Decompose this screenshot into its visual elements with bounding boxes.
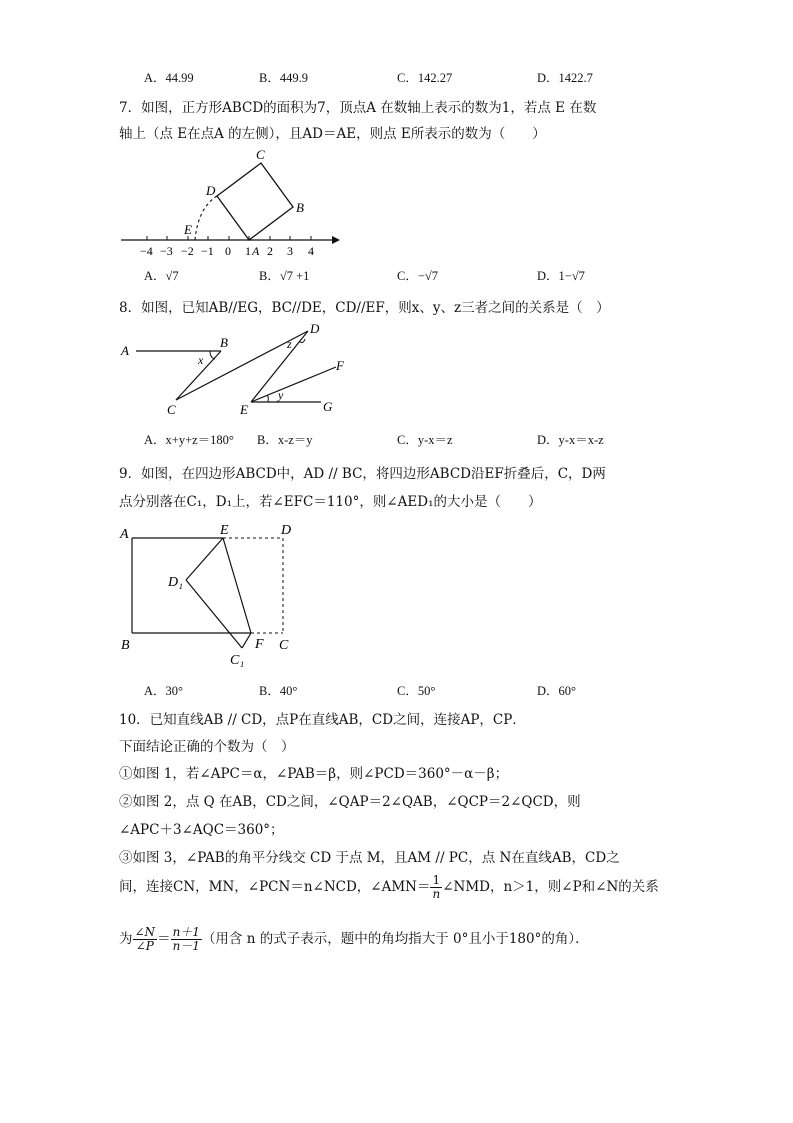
q9-option-b: B．40°	[259, 684, 298, 698]
label-b: B	[220, 335, 228, 350]
fraction-n-over-p	[133, 926, 158, 953]
q10-statement-3-line3	[119, 926, 589, 953]
label-a: A	[121, 343, 129, 358]
q10-line7-text-b: ∠NMD，n＞1，则∠P和∠N的关系	[442, 879, 659, 895]
point-label-e: E	[184, 222, 192, 237]
q7-stem-line2: 轴上（点 E在点A 的左侧），且AD＝AE，则点 E所表示的数为（ ）	[119, 126, 546, 142]
label-a: A	[120, 527, 129, 542]
q6-option-d: D．1422.7	[537, 71, 593, 85]
label-d1: D₁	[168, 575, 183, 590]
tick-label: −4	[140, 244, 153, 258]
q9-option-a: A．30°	[144, 684, 184, 698]
q7-figure	[118, 146, 348, 266]
tick-label: 1	[245, 244, 251, 258]
q6-option-a: A．44.99	[144, 71, 194, 85]
tick-label: −2	[181, 244, 194, 258]
point-label-b: B	[296, 200, 304, 215]
q7-option-d: D．1−√7	[537, 269, 585, 283]
q10-line8-eq: ＝	[157, 931, 171, 947]
q9-stem-line1: 9．如图，在四边形ABCD中，AD // BC，将四边形ABCD沿EF折叠后，C，D两	[119, 466, 606, 482]
fraction-denominator: ∠P	[135, 939, 154, 953]
q10-statement-3-line2	[119, 874, 659, 901]
label-f: F	[255, 637, 264, 652]
q10-stem-line1: 10．已知直线AB // CD，点P在直线AB，CD之间，连接AP，CP．	[119, 712, 526, 728]
q10-statement-2-cont: ∠APC＋3∠AQC＝360°；	[119, 822, 284, 838]
tick-label: −3	[160, 244, 173, 258]
q8-stem-line1: 8．如图，已知AB//EG，BC//DE，CD//EF，则x、y、z三者之间的关系是（ ）	[119, 300, 610, 316]
q8-option-d: D．y-x＝x-z	[537, 433, 604, 447]
label-z: z	[287, 337, 292, 351]
tick-label: 3	[287, 244, 293, 258]
q8-option-b: B．x-z＝y	[257, 433, 313, 447]
fraction-numerator: ∠N	[134, 925, 156, 939]
q6-option-b: B．449.9	[259, 71, 308, 85]
label-f: F	[336, 358, 344, 373]
q10-statement-3: ③如图 3，∠PAB的角平分线交 CD 于点 M，且AM // PC，点 N在直线AB，CD之	[119, 850, 620, 866]
label-x: x	[198, 353, 204, 367]
fraction-denominator: n－1	[172, 939, 200, 953]
q7-option-c: C．−√7	[397, 269, 438, 283]
fraction-numerator: 1	[430, 874, 442, 888]
q9-figure	[118, 518, 308, 668]
label-y: y	[278, 388, 284, 402]
tick-label: 2	[267, 244, 273, 258]
fraction-n-plus-1-over-n-minus-1	[171, 926, 202, 953]
q8-figure	[118, 318, 358, 418]
point-label-a: A	[252, 244, 260, 258]
q7-stem-line1: 7．如图，正方形ABCD的面积为7，顶点A 在数轴上表示的数为1，若点 E 在数	[119, 100, 597, 116]
tick-label: 0	[225, 244, 231, 258]
point-label-c: C	[256, 147, 265, 162]
label-e: E	[240, 402, 248, 417]
label-c1: C₁	[230, 653, 245, 668]
q8-option-c: C．y-x＝z	[397, 433, 453, 447]
tick-label: 4	[308, 244, 314, 258]
label-g: G	[323, 399, 333, 414]
label-c: C	[279, 638, 289, 653]
q8-option-a: A．x+y+z＝180°	[144, 433, 234, 447]
q10-statement-1: ①如图 1，若∠APC＝α，∠PAB＝β，则∠PCD＝360°－α－β；	[119, 766, 509, 782]
fraction-numerator: n＋1	[172, 925, 200, 939]
label-e: E	[220, 523, 229, 538]
fraction-one-over-n	[430, 874, 442, 901]
label-d: D	[281, 523, 292, 538]
point-label-d: D	[206, 183, 216, 198]
fraction-denominator: n	[432, 887, 441, 901]
label-d: D	[310, 321, 320, 336]
q7-option-b: B．√7 +1	[259, 269, 310, 283]
label-c: C	[167, 402, 176, 417]
tick-label: −1	[201, 244, 214, 258]
q10-line8-post: （用含 n 的式子表示，题中的角均指大于 0°且小于180°的角）．	[201, 931, 589, 947]
q7-option-a: A．√7	[144, 269, 179, 283]
q10-statement-2: ②如图 2，点 Q 在AB，CD之间，∠QAP＝2∠QAB，∠QCP＝2∠QCD，则	[119, 794, 581, 810]
q9-option-d: D．60°	[537, 684, 577, 698]
q9-option-c: C．50°	[397, 684, 436, 698]
q6-option-c: C．142.27	[397, 71, 453, 85]
q9-stem-line2: 点分别落在C₁，D₁上，若∠EFC＝110°，则∠AED₁的大小是（ ）	[119, 494, 542, 510]
label-b: B	[121, 638, 130, 653]
q10-stem-line2: 下面结论正确的个数为（ ）	[119, 739, 295, 755]
q10-line8-pre: 为	[119, 931, 133, 947]
q10-line7-text-a: 间，连接CN，MN，∠PCN＝n∠NCD，∠AMN＝	[119, 879, 431, 895]
